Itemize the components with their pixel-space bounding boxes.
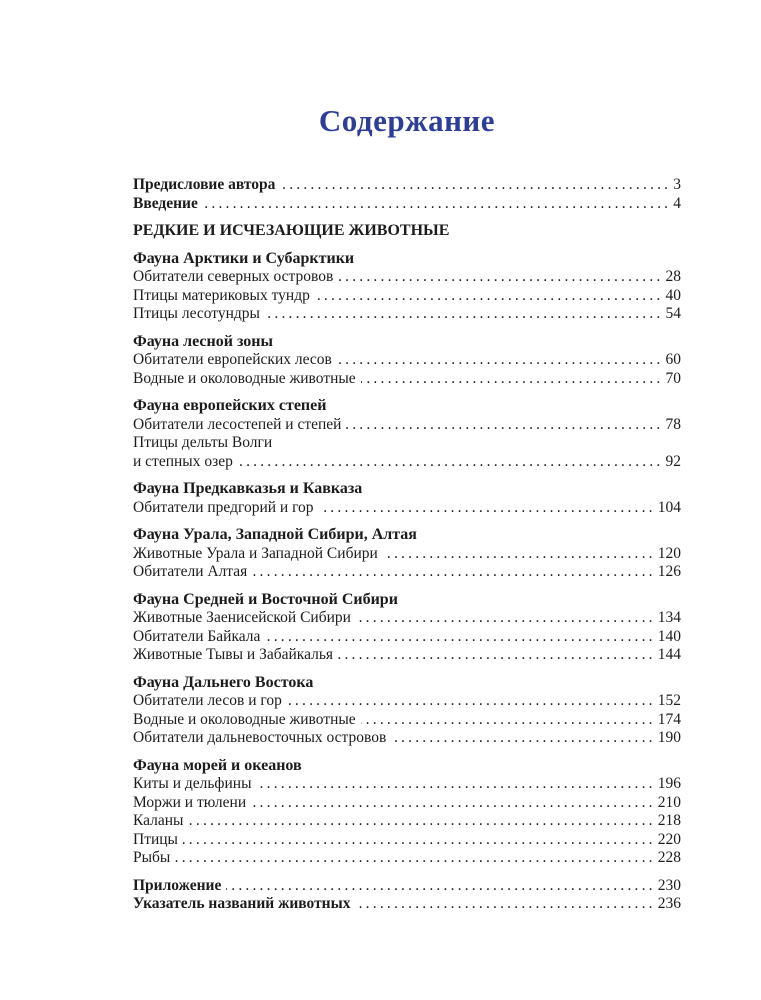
toc-entry-label: Животные Тывы и Забайкалья xyxy=(133,646,334,663)
toc-entry xyxy=(133,499,681,518)
toc-section-heading: Фауна морей и океанов xyxy=(133,756,302,774)
toc-entry-page: 4 xyxy=(673,194,681,212)
toc-entry-label: Обитатели Алтая xyxy=(133,563,248,580)
toc-section xyxy=(133,176,681,213)
dot-leader xyxy=(361,711,656,730)
toc-entry xyxy=(133,775,681,794)
toc-entry xyxy=(133,416,681,435)
toc-section xyxy=(133,674,681,748)
toc-entry-label: Введение xyxy=(133,194,198,212)
toc-entry-page: 3 xyxy=(673,176,681,193)
toc-entry-page: 140 xyxy=(657,627,681,645)
toc-entry xyxy=(133,646,681,665)
dot-leader xyxy=(238,453,664,472)
toc-entry xyxy=(133,268,681,287)
dot-leader xyxy=(355,895,655,914)
toc-entry-label: Указатель названий животных xyxy=(133,895,351,912)
dot-leader xyxy=(203,195,671,214)
toc-entry-label: Птицы материковых тундр xyxy=(133,286,310,304)
toc-entry xyxy=(133,176,681,195)
dot-leader xyxy=(280,176,671,195)
toc-entry-page: 126 xyxy=(657,563,681,580)
toc-entry-page: 218 xyxy=(657,812,681,829)
toc-section-heading: Фауна Предкавказья и Кавказа xyxy=(133,480,363,497)
dot-leader xyxy=(183,831,656,850)
dot-leader xyxy=(391,729,655,748)
toc-entry-label: Обитатели дальневосточных островов xyxy=(133,729,387,746)
toc-entry xyxy=(133,729,681,748)
toc-entry-label: Обитатели северных островов xyxy=(133,268,334,285)
toc-entry-label: Обитатели Байкала xyxy=(133,627,261,645)
toc-entry xyxy=(133,305,681,324)
toc-entry-label: Обитатели предгорий и гор xyxy=(133,498,314,516)
toc-entry-page: 134 xyxy=(657,609,681,626)
dot-leader xyxy=(383,545,656,564)
toc-entry-label: Моржи и тюлени xyxy=(133,793,247,811)
dot-leader xyxy=(338,268,663,287)
toc-entry xyxy=(133,609,681,628)
toc-entry-label: и степных озер xyxy=(133,452,233,470)
toc-section-heading: Фауна Урала, Западной Сибири, Алтая xyxy=(133,526,417,543)
dot-leader xyxy=(251,794,656,813)
toc-entry xyxy=(133,370,681,389)
toc-entry-page: 70 xyxy=(665,369,681,387)
dot-leader xyxy=(175,849,655,868)
toc-entry xyxy=(133,453,681,472)
toc-list xyxy=(133,176,681,914)
toc-section-heading: Фауна Дальнего Востока xyxy=(133,673,314,691)
dot-leader xyxy=(356,609,656,628)
toc-section xyxy=(133,222,681,241)
toc-entry-page: 152 xyxy=(657,692,681,709)
toc-section xyxy=(133,250,681,324)
toc-entry-page: 60 xyxy=(665,351,681,368)
dot-leader xyxy=(252,563,655,582)
dot-leader xyxy=(338,646,656,665)
toc-entry-label: Птицы лесотундры xyxy=(133,305,260,322)
dot-leader xyxy=(265,628,655,647)
toc-entry xyxy=(133,628,681,647)
toc-entry-page: 174 xyxy=(657,710,681,728)
toc-section-heading: Фауна лесной зоны xyxy=(133,332,274,350)
toc-entry-page: 196 xyxy=(657,775,681,792)
toc-entry xyxy=(133,545,681,564)
toc-entry-page: 104 xyxy=(657,498,681,516)
dot-leader xyxy=(319,499,656,518)
toc-entry-label: Птицы xyxy=(133,830,178,848)
toc-entry-page: 190 xyxy=(657,729,681,746)
toc-entry-label: Каланы xyxy=(133,812,184,829)
toc-section xyxy=(133,480,681,517)
dot-leader xyxy=(315,287,664,306)
dot-leader xyxy=(188,812,655,831)
toc-section xyxy=(133,526,681,582)
toc-entry xyxy=(133,812,681,831)
toc-entry-page: 54 xyxy=(665,305,681,322)
toc-entry xyxy=(133,563,681,582)
toc-entry xyxy=(133,195,681,214)
toc-entry xyxy=(133,849,681,868)
toc-entry-label: Водные и околоводные животные xyxy=(133,710,356,728)
toc-entry-label: Птицы дельты Волги xyxy=(133,434,273,451)
toc-section xyxy=(133,397,681,471)
toc-entry-label: Обитатели лесостепей и степей xyxy=(133,415,342,433)
dot-leader xyxy=(256,775,655,794)
page-title: Содержание xyxy=(318,103,496,138)
toc-entry-page: 210 xyxy=(657,793,681,811)
toc-entry-page: 40 xyxy=(665,286,681,304)
toc-entry-page: 230 xyxy=(657,876,681,894)
toc-section xyxy=(133,333,681,389)
toc-section xyxy=(133,877,681,914)
toc-entry xyxy=(133,877,681,896)
toc-entry-page: 236 xyxy=(657,895,681,912)
toc-entry xyxy=(133,692,681,711)
toc-entry-label: Обитатели лесов и гор xyxy=(133,692,282,709)
dot-leader xyxy=(226,877,655,896)
toc-section xyxy=(133,757,681,868)
toc-entry-label: Животные Урала и Западной Сибири xyxy=(133,544,378,562)
toc-entry xyxy=(133,287,681,306)
toc-entry xyxy=(133,895,681,914)
toc-entry xyxy=(133,434,681,453)
dot-leader xyxy=(265,305,664,324)
toc-entry-page: 228 xyxy=(657,849,681,866)
toc-entry-label: Рыбы xyxy=(133,849,171,866)
dot-leader xyxy=(346,416,663,435)
toc-entry-label: Киты и дельфины xyxy=(133,775,252,792)
toc-entry xyxy=(133,831,681,850)
dot-leader xyxy=(337,351,664,370)
toc-entry-label: Предисловие автора xyxy=(133,176,276,193)
toc-entry-page: 144 xyxy=(657,646,681,663)
toc-entry-page: 120 xyxy=(657,544,681,562)
toc-section-heading: Фауна европейских степей xyxy=(133,397,327,414)
toc-section-heading: Фауна Средней и Восточной Сибири xyxy=(133,590,398,608)
toc-entry-page: 220 xyxy=(657,830,681,848)
toc-entry-label: Животные Заенисейской Сибири xyxy=(133,609,351,626)
toc-entry-page: 28 xyxy=(665,268,681,285)
toc-entry xyxy=(133,351,681,370)
toc-entry xyxy=(133,711,681,730)
toc-entry-label: Обитатели европейских лесов xyxy=(133,351,332,368)
toc-entry-label: Водные и околоводные животные xyxy=(133,369,356,387)
dot-leader xyxy=(287,692,656,711)
toc-section xyxy=(133,591,681,665)
toc-entry xyxy=(133,794,681,813)
dot-leader xyxy=(361,370,664,389)
toc-section-heading: РЕДКИЕ И ИСЧЕЗАЮЩИЕ ЖИВОТНЫЕ xyxy=(133,222,450,239)
toc-entry-label: Приложение xyxy=(133,876,222,894)
toc-section-heading: Фауна Арктики и Субарктики xyxy=(133,249,355,267)
toc-entry-page: 78 xyxy=(665,415,681,433)
toc-entry-page: 92 xyxy=(665,452,681,470)
